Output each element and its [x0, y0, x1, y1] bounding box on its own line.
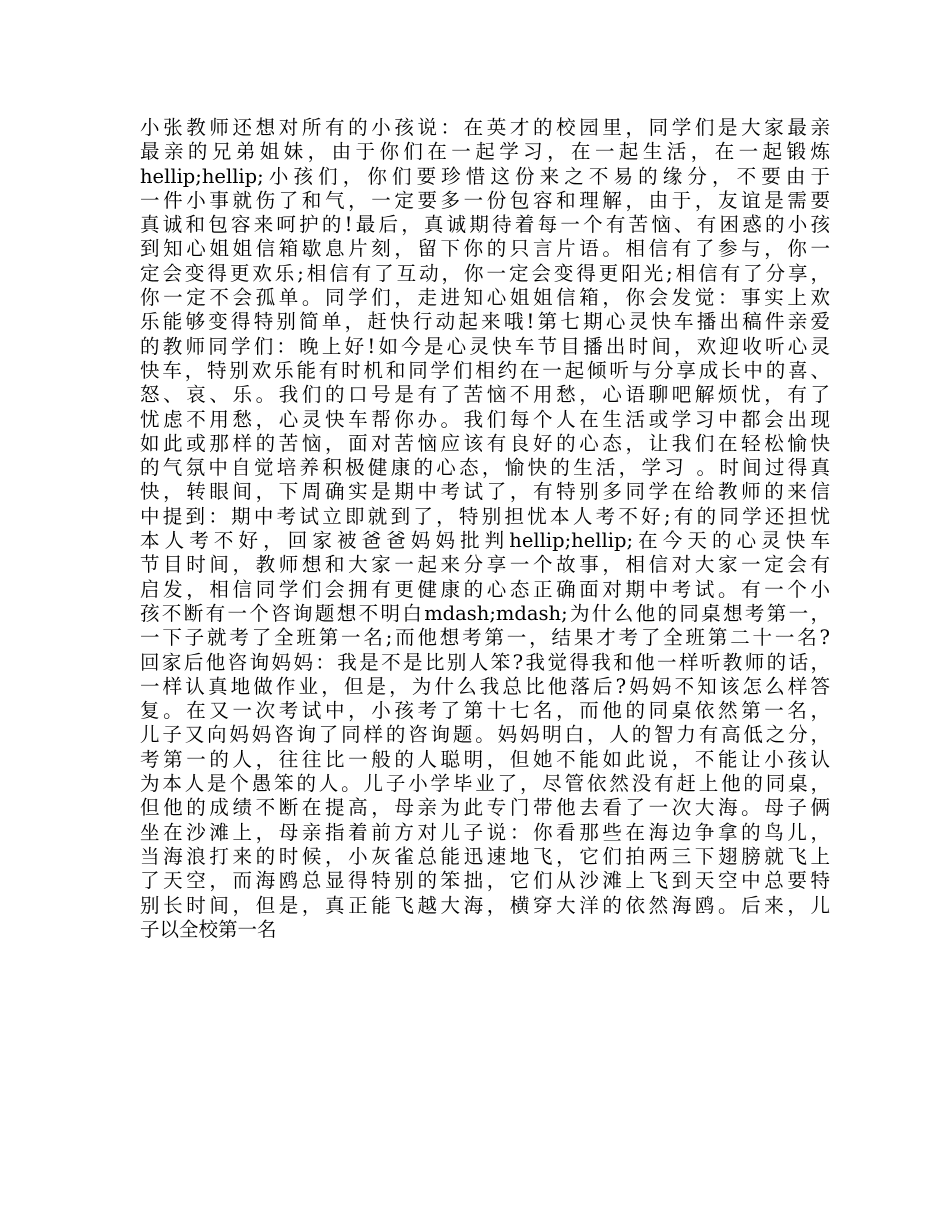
text-line: 孩不断有一个咨询题想不明白mdash;mdash;为什么他的同桌想考第一， — [140, 601, 830, 625]
text-line: 小张教师还想对所有的小孩说：在英才的校园里，同学们是大家最亲 — [140, 116, 830, 139]
text-line: 如此或那样的苦恼，面对苦恼应该有良好的心态，让我们在轻松愉快 — [140, 431, 830, 455]
text-line: 一下子就考了全班第一名;而他想考第一，结果才考了全班第二十一名? — [140, 626, 830, 650]
text-line: 忧虑不用愁，心灵快车帮你办。我们每个人在生活或学习中都会出现 — [140, 407, 830, 431]
text-line: 启发，相信同学们会拥有更健康的心态正确面对期中考试。有一个小 — [140, 577, 830, 601]
text-line: 定会变得更欢乐;相信有了互动，你一定会变得更阳光;相信有了分享， — [140, 261, 830, 285]
text-line: 怒、哀、乐。我们的口号是有了苦恼不用愁，心语聊吧解烦忧，有了 — [140, 383, 830, 407]
text-line: 回家后他咨询妈妈：我是不是比别人笨?我觉得我和他一样听教师的话， — [140, 650, 830, 674]
text-line: 一件小事就伤了和气，一定要多一份包容和理解，由于，友谊是需要 — [140, 188, 830, 212]
text-line: 的教师同学们：晚上好!如今是心灵快车节目播出时间，欢迎收听心灵 — [140, 334, 830, 358]
text-line: 的气氛中自觉培养积极健康的心态，愉快的生活，学习 。时间过得真 — [140, 456, 830, 480]
text-line: 当海浪打来的时候，小灰雀总能迅速地飞，它们拍两三下翅膀就飞上 — [140, 844, 830, 868]
text-line: 最亲的兄弟姐妹，由于你们在一起学习，在一起生活，在一起锻炼 — [140, 140, 830, 164]
text-line: 儿子又向妈妈咨询了同样的咨询题。妈妈明白，人的智力有高低之分， — [140, 723, 830, 747]
body-text — [140, 116, 830, 942]
text-line: 为本人是个愚笨的人。儿子小学毕业了，尽管依然没有赶上他的同桌， — [140, 772, 830, 796]
text-line: 真诚和包容来呵护的!最后，真诚期待着每一个有苦恼、有困惑的小孩 — [140, 213, 830, 237]
text-line: hellip;hellip;小孩们，你们要珍惜这份来之不易的缘分，不要由于 — [140, 164, 830, 188]
text-line: 坐在沙滩上，母亲指着前方对儿子说：你看那些在海边争拿的鸟儿， — [140, 820, 830, 844]
text-line: 节目时间，教师想和大家一起来分享一个故事，相信对大家一定会有 — [140, 553, 830, 577]
text-line: 乐能够变得特别简单，赶快行动起来哦!第七期心灵快车播出稿件亲爱 — [140, 310, 830, 334]
text-line: 别长时间，但是，真正能飞越大海，横穿大洋的依然海鸥。后来，儿 — [140, 893, 830, 917]
text-line: 快车，特别欢乐能有时机和同学们相约在一起倾听与分享成长中的喜、 — [140, 358, 830, 382]
text-line: 本人考不好，回家被爸爸妈妈批判hellip;hellip;在今天的心灵快车 — [140, 529, 830, 553]
text-line: 考第一的人，往往比一般的人聪明，但她不能如此说，不能让小孩认 — [140, 747, 830, 771]
text-line: 你一定不会孤单。同学们，走进知心姐姐信箱，你会发觉：事实上欢 — [140, 286, 830, 310]
text-line: 中提到：期中考试立即就到了，特别担忧本人考不好;有的同学还担忧 — [140, 504, 830, 528]
text-line: 复。在又一次考试中，小孩考了第十七名，而他的同桌依然第一名， — [140, 699, 830, 723]
text-line: 到知心姐姐信箱歇息片刻，留下你的只言片语。相信有了参与，你一 — [140, 237, 830, 261]
text-line: 但他的成绩不断在提高，母亲为此专门带他去看了一次大海。母子俩 — [140, 796, 830, 820]
text-line: 了天空，而海鸥总显得特别的笨拙，它们从沙滩上飞到天空中总要特 — [140, 869, 830, 893]
text-line: 子以全校第一名 — [140, 917, 277, 941]
text-line: 快，转眼间，下周确实是期中考试了，有特别多同学在给教师的来信 — [140, 480, 830, 504]
text-line: 一样认真地做作业，但是，为什么我总比他落后?妈妈不知该怎么样答 — [140, 674, 830, 698]
